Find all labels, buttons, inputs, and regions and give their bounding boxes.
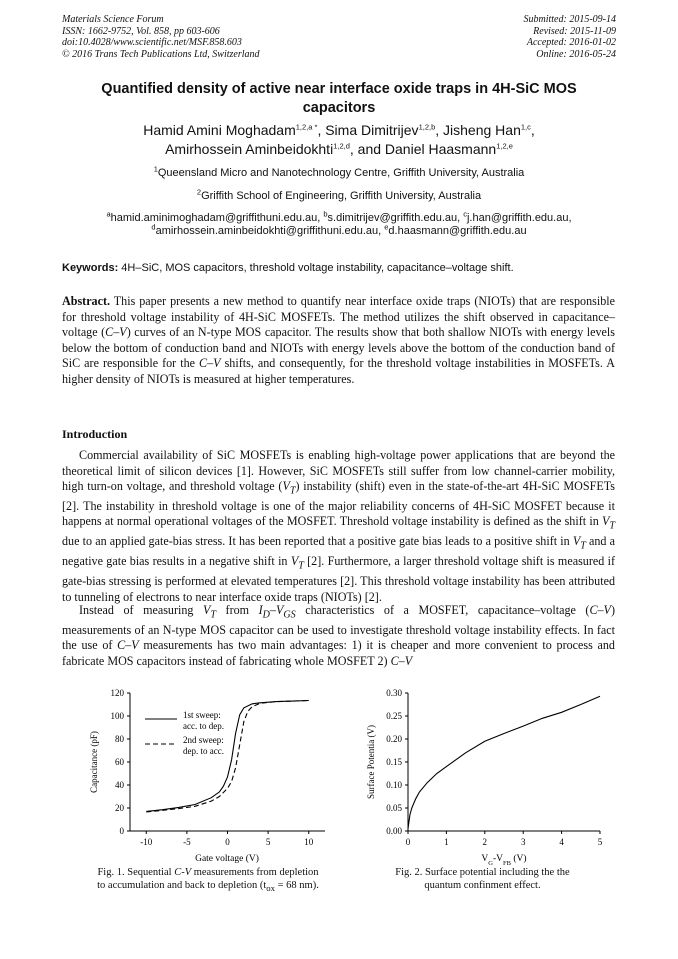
affiliation-2 — [62, 187, 616, 203]
author-5: Daniel Haasmann — [384, 141, 497, 157]
caption-text: to accumulation and back to depletion (t — [97, 879, 267, 891]
y-tick-label: 0.00 — [386, 826, 402, 836]
email-sup: d — [151, 222, 156, 232]
series-line-solid — [408, 696, 600, 829]
y-tick-label: 80 — [115, 734, 124, 744]
y-axis-label: Surface Potentia (V) — [366, 725, 376, 799]
symbol: V — [290, 554, 299, 569]
y-tick-label: 120 — [110, 688, 124, 698]
x-axis-label: Gate voltage (V) — [195, 854, 259, 864]
x-tick-label: 10 — [304, 837, 314, 847]
author-list — [62, 121, 616, 159]
legend-label: dep. to acc. — [183, 746, 224, 756]
x-tick-label: -10 — [140, 837, 153, 847]
caption-text: measurements from depletion — [191, 867, 319, 878]
affiliation-2-text: Griffith School of Engineering, Griffith University, Australia — [201, 190, 482, 202]
doi: doi:10.4028/www.scientific.net/MSF.858.603 — [62, 37, 242, 48]
x-tick-label: 3 — [520, 837, 526, 847]
caption-text: = 68 nm). — [275, 879, 319, 891]
legend-label: 1st sweep: — [183, 710, 221, 720]
keywords-text: 4H–SiC, MOS capacitors, threshold voltage instability, capacitance–voltage shift. — [118, 262, 514, 274]
copyright: © 2016 Trans Tech Publications Ltd, Switzerland — [62, 48, 260, 60]
y-tick-label: 0.30 — [386, 688, 402, 698]
paper-title — [62, 80, 616, 118]
affiliation-1-sup: 1 — [153, 164, 158, 174]
figure-2-caption — [370, 867, 595, 892]
email-c[interactable]: j.han@griffith.edu.au, — [466, 212, 572, 224]
body-text: – — [269, 603, 276, 617]
x-axis-label-part: V — [481, 854, 489, 864]
accepted-date: Accepted: 2016-01-02 — [526, 37, 616, 48]
figure-1-chart — [85, 683, 330, 868]
symbol: C–V — [589, 603, 611, 617]
legend-label: 2nd sweep: — [183, 735, 224, 745]
figure-2-chart — [362, 683, 612, 868]
symbol: V — [203, 603, 211, 617]
subscript: T — [210, 609, 216, 621]
email-a[interactable]: hamid.aminimoghadam@griffithuni.edu.au, — [110, 212, 324, 224]
email-list — [62, 209, 616, 238]
y-tick-label: 0.10 — [386, 780, 402, 790]
caption-text: Fig. 2. Surface potential including the the — [395, 867, 570, 878]
series-line-dashed — [146, 701, 308, 813]
subscript: T — [298, 560, 304, 572]
title-line-1: Quantified density of active near interface oxide traps in 4H-SiC MOS — [101, 81, 577, 97]
body-text: measurements has two main advantages: 1) it is cheaper and more convenient to process and fabricate MOS capacitors instead of fabricating whole MOSFET 2) — [62, 638, 615, 668]
subscript: D — [262, 609, 270, 621]
dates-info — [524, 14, 617, 60]
body-text: characteristics of a MOSFET, capacitance–voltage ( — [295, 603, 590, 617]
body-text: ) instability (shift) even in the state-of-the-art 4H-SiC MOSFETs [2]. The instability in threshold voltage is one of the major reliability concerns of 4H-SiC MOSFET because it happens at normal operational voltages of the MOSFET. Threshold voltage instability is defined as the shift in — [62, 479, 615, 529]
keywords-label: Keywords: — [62, 262, 119, 274]
revised-date: Revised: 2015-11-09 — [533, 25, 616, 37]
y-axis-label: Capacitance (pF) — [89, 731, 99, 793]
abstract-text: This paper presents a new method to quantify near interface oxide traps (NIOTs) that are responsible for threshold voltage instability of 4H-SiC MOSFETs. The method utilizes the shift observed in capacitance–voltage ( — [62, 294, 615, 339]
symbol: C–V — [390, 653, 413, 668]
x-tick-label: 2 — [482, 837, 488, 847]
symbol: C–V — [117, 638, 139, 653]
body-text: Instead of measuring — [79, 603, 203, 617]
symbol: V — [275, 603, 284, 617]
y-tick-label: 40 — [115, 780, 124, 790]
caption-text: Fig. 1. Sequential — [97, 867, 175, 878]
symbol: V — [572, 534, 581, 549]
keywords — [62, 262, 616, 274]
symbol: V — [602, 514, 610, 529]
symbol: V — [282, 479, 290, 493]
body-text: Commercial availability of SiC MOSFETs is enabling high-voltage power applications that are beyond the theoretical limit of silicon devices [1]. However, SiC MOSFETs still suffer from low channel-carrier mobility, high turn-on voltage, and threshold voltage ( — [62, 448, 615, 493]
abstract-cv: C–V — [199, 356, 221, 370]
body-text: ) measurements of an N-type MOS capacitor can be used to investigate threshold voltage instability effects. In fact the use of — [62, 603, 615, 653]
subscript: T — [289, 485, 296, 497]
series-line-solid — [146, 701, 308, 812]
email-sup: e — [384, 222, 389, 232]
author-4-sup: 1,2,d — [333, 141, 350, 151]
intro-paragraph-1 — [62, 448, 615, 605]
legend-label: acc. to dep. — [183, 721, 224, 731]
issn: ISSN: 1662-9752, Vol. 858, pp 603-606 — [62, 25, 220, 37]
x-tick-label: 0 — [225, 837, 230, 847]
y-tick-label: 0 — [119, 826, 124, 836]
abstract-label: Abstract. — [62, 294, 111, 308]
author-sep: , and — [349, 141, 385, 157]
intro-paragraph-2 — [62, 603, 615, 669]
x-axis-label-sub: G — [488, 859, 494, 867]
x-axis-label-part: -V — [493, 854, 504, 864]
caption-italic: C-V — [174, 867, 192, 878]
author-sep: , — [317, 122, 326, 138]
x-tick-label: -5 — [183, 837, 191, 847]
abstract-text: ) curves of an N-type MOS capacitor. The results show that both shallow NIOTs with energy levels below the bottom of conduction band and NIOTs with energy levels above the bottom of the conduction band of SiC are responsible for the — [62, 325, 615, 370]
abstract-cv: C–V — [105, 325, 127, 339]
body-text: and a negative gate bias results in a negative shift in — [62, 534, 615, 569]
email-d[interactable]: amirhossein.aminbeidokhti@griffithuni.edu.au, — [155, 225, 385, 237]
author-3-sup: 1,c — [520, 122, 531, 132]
x-tick-label: 5 — [265, 837, 271, 847]
x-tick-label: 4 — [559, 837, 564, 847]
subscript: GS — [283, 609, 296, 621]
author-3: Jisheng Han — [443, 122, 521, 138]
email-sup: b — [323, 209, 328, 219]
y-tick-label: 0.25 — [386, 711, 402, 721]
abstract-text: shifts, and consequently, for the threshold voltage instabilities in MOSFETs. A higher density of NIOTs is measured at higher temperatures. — [62, 356, 615, 386]
abstract — [62, 294, 615, 387]
x-tick-label: 0 — [405, 837, 411, 847]
email-sup: a — [106, 209, 111, 219]
affiliation-2-sup: 2 — [196, 187, 202, 197]
y-tick-label: 0.20 — [386, 734, 402, 744]
email-sup: c — [463, 209, 467, 219]
author-sep: , — [435, 122, 444, 138]
x-axis-label-part: (V) — [510, 854, 527, 864]
body-text: from — [216, 603, 259, 617]
symbol: I — [258, 603, 263, 617]
y-tick-label: 20 — [115, 803, 124, 813]
subscript: T — [580, 540, 586, 552]
caption-text: quantum confinment effect. — [424, 879, 541, 891]
title-line-2: capacitors — [302, 100, 376, 116]
author-sep: , — [530, 122, 535, 138]
subscript: T — [609, 520, 615, 532]
affiliation-1-text: Queensland Micro and Nanotechnology Centre, Griffith University, Australia — [157, 167, 525, 179]
body-text: [2]. Furthermore, a larger threshold voltage shift is measured if gate-bias stressing is performed at elevated temperatures [2]. This threshold voltage instability has been attributed to tunneling of electrons to near interface oxide traps (NIOTs) [2]. — [62, 554, 615, 604]
journal-info — [62, 14, 260, 60]
x-axis-label — [481, 853, 526, 867]
submitted-date: Submitted: 2015-09-14 — [523, 14, 616, 25]
x-tick-label: 1 — [444, 837, 449, 847]
author-2-sup: 1,2,b — [418, 122, 436, 132]
y-tick-label: 0.15 — [386, 757, 402, 767]
x-tick-label: 5 — [597, 837, 603, 847]
y-tick-label: 0.05 — [386, 803, 402, 813]
figure-1-caption — [68, 867, 348, 894]
journal-name: Materials Science Forum — [62, 14, 164, 25]
author-5-sup: 1,2,e — [496, 141, 513, 151]
author-2: Sima Dimitrijev — [325, 122, 419, 138]
author-1-sup: 1,2,a * — [295, 122, 318, 132]
email-b[interactable]: s.dimitrijev@griffith.edu.au, — [327, 212, 464, 224]
y-tick-label: 100 — [110, 711, 124, 721]
body-text: due to an applied gate-bias stress. It has been reported that a positive gate bias leads to a positive shift in — [62, 534, 573, 549]
x-axis-label-sub: FB — [503, 859, 511, 867]
y-tick-label: 60 — [115, 757, 124, 767]
caption-sub: ox — [266, 882, 276, 893]
email-e[interactable]: d.haasmann@griffith.edu.au — [388, 225, 527, 237]
author-4: Amirhossein Aminbeidokhti — [165, 141, 334, 157]
introduction-heading: Introduction — [62, 427, 128, 441]
author-1: Hamid Amini Moghadam — [143, 122, 296, 138]
online-date: Online: 2016-05-24 — [536, 48, 616, 60]
affiliation-1 — [62, 164, 616, 180]
